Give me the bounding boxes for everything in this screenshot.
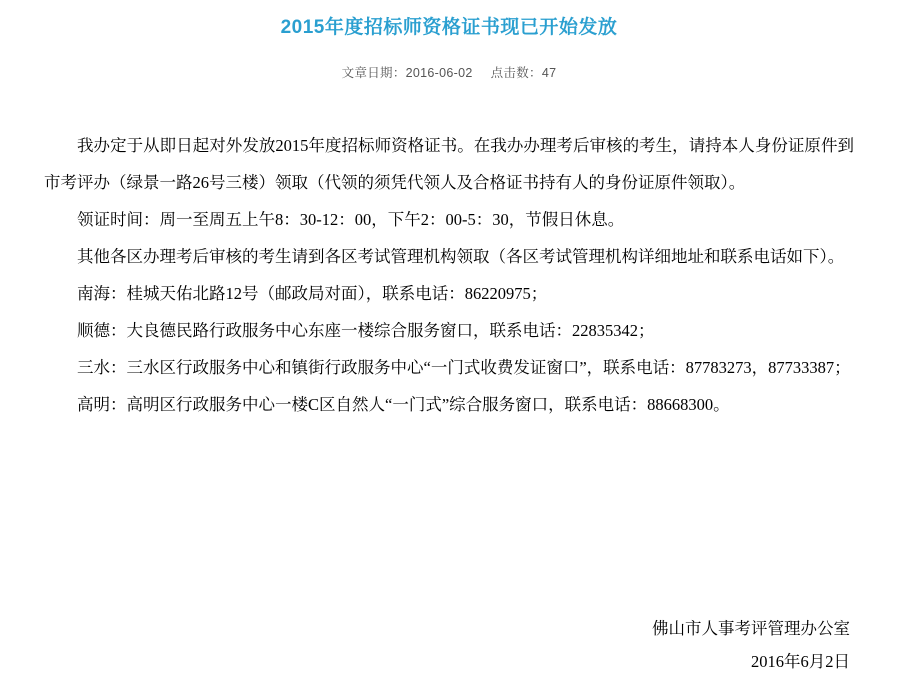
body-paragraph: 我办定于从即日起对外发放2015年度招标师资格证书。在我办办理考后审核的考生，请持本人身份证原件到市考评办（绿景一路26号三楼）领取（代领的须凭代领人及合格证书持有人的身份证原件领取）。 xyxy=(44,136,854,192)
article-body xyxy=(44,127,854,423)
body-paragraph: 三水：三水区行政服务中心和镇街行政服务中心“一门式收费发证窗口”，联系电话：87783273，87733387； xyxy=(77,358,851,377)
meta-date-value: 2016-06-02 xyxy=(405,66,473,80)
page-title: 2015年度招标师资格证书现已开始发放 xyxy=(280,17,618,38)
body-paragraph: 其他各区办理考后审核的考生请到各区考试管理机构领取（各区考试管理机构详细地址和联系电话如下）。 xyxy=(77,247,845,266)
signature-block xyxy=(652,612,850,678)
signature-date: 2016年6月2日 xyxy=(751,652,850,671)
article-meta xyxy=(0,63,898,81)
meta-hits-label: 点击数： xyxy=(490,66,542,80)
body-paragraph: 高明：高明区行政服务中心一楼C区自然人“一门式”综合服务窗口，联系电话：88668300。 xyxy=(77,395,730,414)
body-paragraph: 南海：桂城天佑北路12号（邮政局对面），联系电话：86220975； xyxy=(77,284,548,303)
meta-date-label: 文章日期： xyxy=(341,66,406,80)
signature-organization: 佛山市人事考评管理办公室 xyxy=(652,619,850,638)
body-paragraph: 顺德：大良德民路行政服务中心东座一楼综合服务窗口，联系电话：22835342； xyxy=(77,321,655,340)
body-paragraph: 领证时间：周一至周五上午8：30-12：00，下午2：00-5：30，节假日休息。 xyxy=(77,210,625,229)
meta-hits-value: 47 xyxy=(541,66,557,80)
